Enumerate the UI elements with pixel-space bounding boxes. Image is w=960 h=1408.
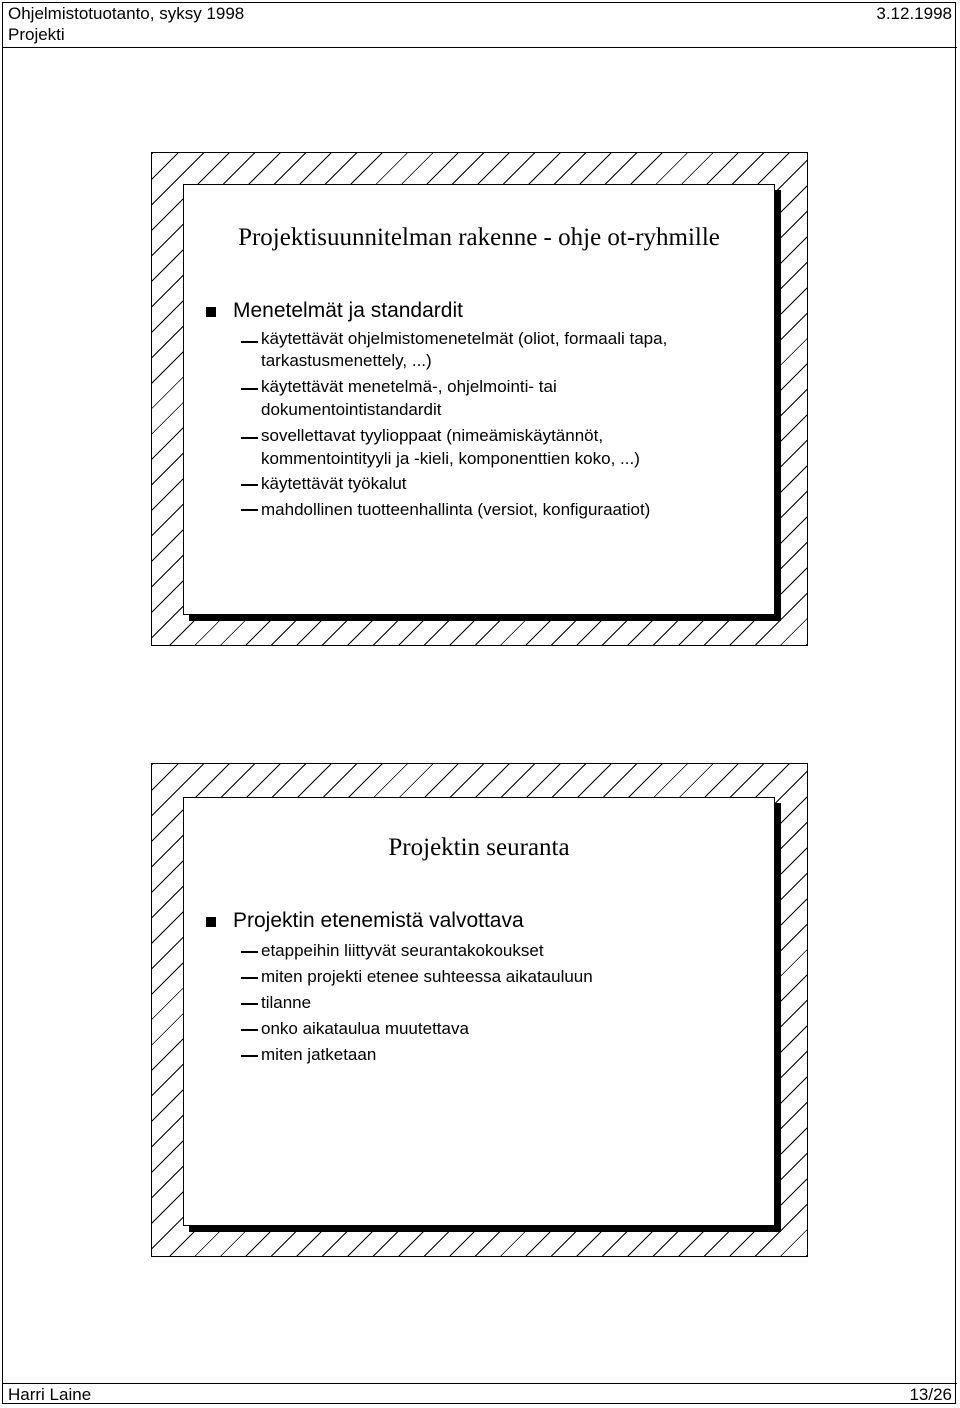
list-item-line: etappeihin liittyvät seurantakokoukset	[261, 941, 544, 960]
list-item-line: tarkastusmenettely, ...)	[261, 351, 432, 370]
dash-icon	[241, 1003, 258, 1005]
dash-icon	[241, 484, 258, 486]
list-item-line: sovellettavat tyylioppaat (nimeämiskäytännöt,	[261, 426, 604, 445]
footer-divider	[3, 1383, 957, 1384]
list-item-line: kommentointityyli ja -kieli, komponenttien koko, ...)	[261, 449, 640, 468]
list-item-line: miten jatketaan	[261, 1045, 377, 1064]
header-section: Projekti	[8, 25, 65, 44]
dash-icon	[241, 437, 258, 439]
slide-2	[183, 797, 775, 1226]
header-date: 3.12.1998	[876, 4, 952, 23]
bullet-square-icon	[206, 307, 216, 317]
dash-icon	[241, 341, 258, 343]
list-item-line: miten projekti etenee suhteessa aikatauluun	[261, 967, 593, 986]
dash-icon	[241, 509, 258, 511]
dash-icon	[241, 951, 258, 953]
list-item-line: dokumentointistandardit	[261, 400, 442, 419]
footer-author: Harri Laine	[8, 1385, 92, 1404]
slide-1	[183, 184, 775, 615]
bullet-heading: Projektin etenemistä valvottava	[233, 909, 524, 932]
bullet-square-icon	[206, 917, 216, 927]
footer-page-number: 13/26	[909, 1385, 952, 1404]
slide-title: Projektin seuranta	[388, 834, 570, 861]
header-divider	[3, 47, 957, 48]
header-course: Ohjelmistotuotanto, syksy 1998	[8, 4, 245, 23]
dash-icon	[241, 1029, 258, 1031]
list-item-line: mahdollinen tuotteenhallinta (versiot, konfiguraatiot)	[261, 500, 651, 519]
list-item-line: käytettävät työkalut	[261, 474, 407, 493]
list-item-line: onko aikataulua muutettava	[261, 1019, 469, 1038]
list-item-line: tilanne	[261, 993, 312, 1012]
dash-icon	[241, 1055, 258, 1057]
list-item-line: käytettävät menetelmä-, ohjelmointi- tai	[261, 377, 557, 396]
slide-title: Projektisuunnitelman rakenne - ohje ot-ryhmille	[238, 224, 720, 251]
dash-icon	[241, 388, 258, 390]
list-item-line: käytettävät ohjelmistomenetelmät (oliot, formaali tapa,	[261, 329, 668, 348]
bullet-heading: Menetelmät ja standardit	[233, 299, 463, 322]
dash-icon	[241, 977, 258, 979]
